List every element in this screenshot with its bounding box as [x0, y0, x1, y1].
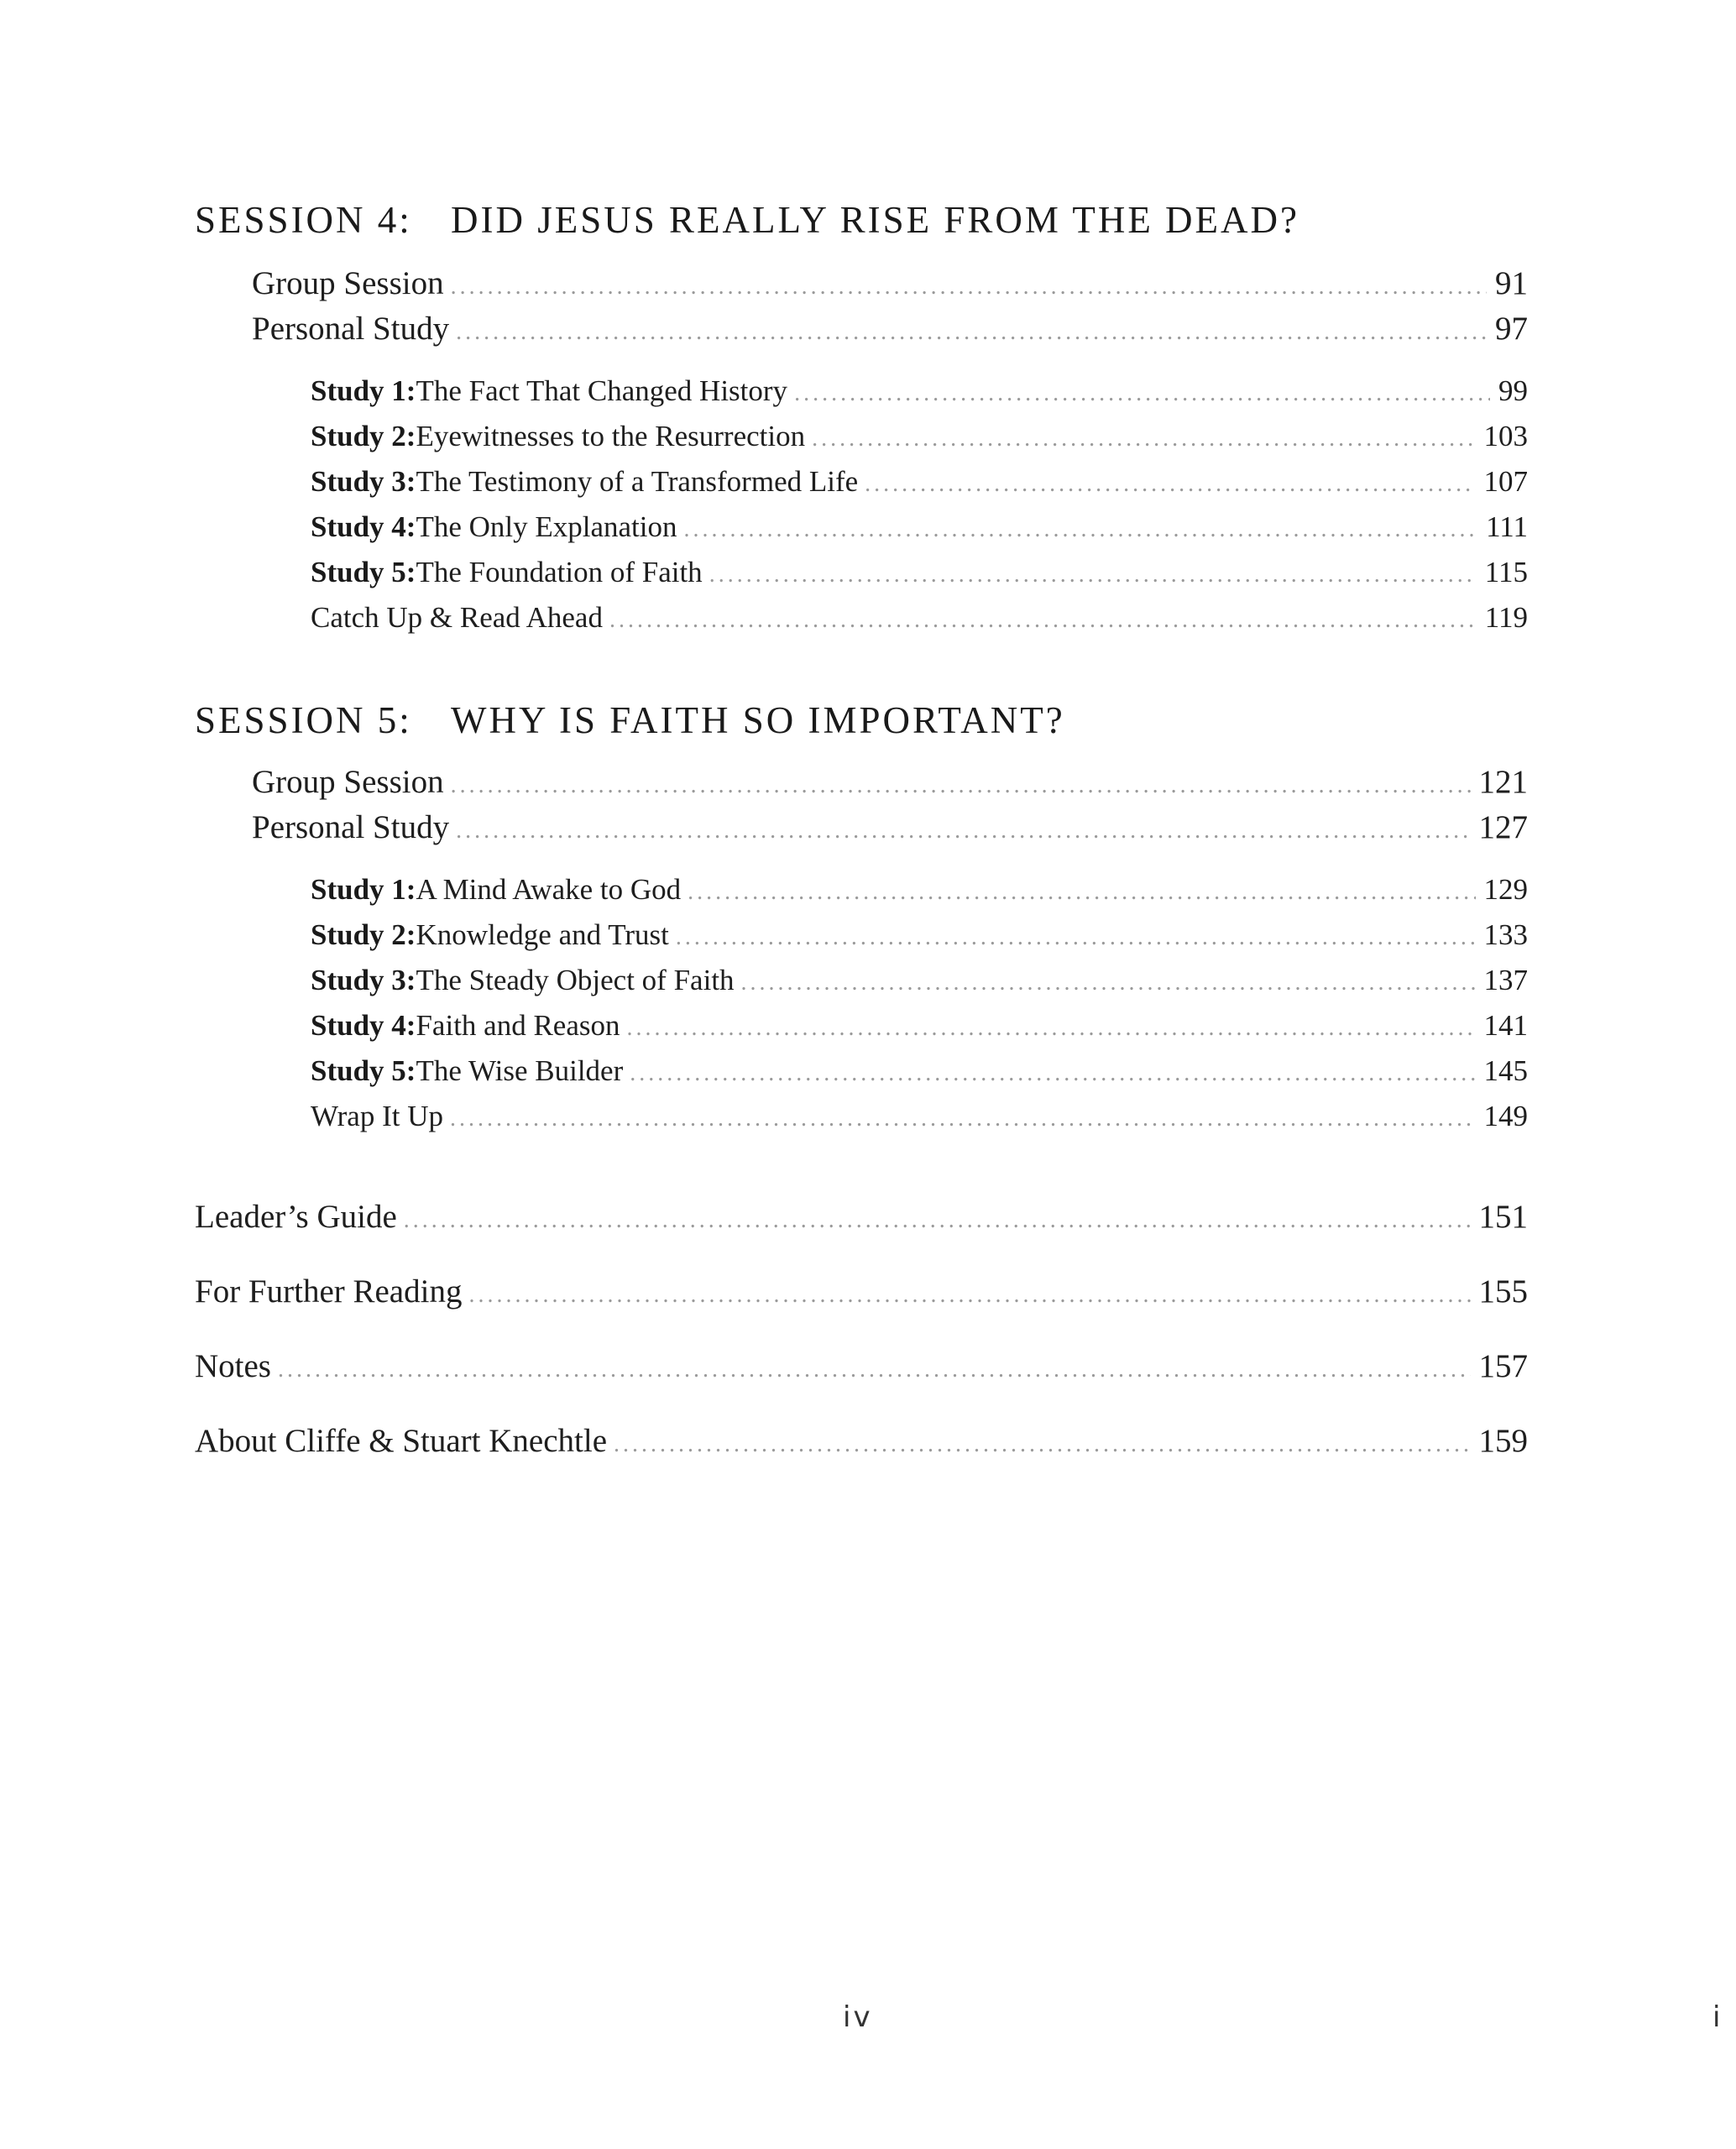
study-number: Study 5:: [311, 1054, 416, 1087]
toc-entry-study[interactable]: [311, 421, 1528, 451]
study-title: The Wise Builder: [416, 1054, 624, 1087]
toc-entry-study[interactable]: [311, 1011, 1528, 1040]
dot-leader: [676, 926, 1476, 949]
page-number: 149: [1483, 1100, 1528, 1132]
toc-entry-label: Leader’s Guide: [195, 1199, 397, 1235]
dot-leader: [688, 881, 1475, 904]
page-number: 141: [1483, 1009, 1528, 1042]
dot-leader: [741, 971, 1476, 995]
study-number: Study 5:: [311, 556, 416, 588]
toc-entry-personal-study[interactable]: [252, 312, 1528, 345]
study-number: Study 3:: [311, 964, 416, 996]
dot-leader: [456, 819, 1470, 843]
dot-leader: [614, 1433, 1470, 1456]
toc-entry-study[interactable]: [311, 376, 1528, 405]
page-number: 145: [1483, 1054, 1528, 1087]
dot-leader: [278, 1358, 1471, 1382]
study-title: The Foundation of Faith: [416, 556, 703, 588]
toc-entry-study[interactable]: [311, 467, 1528, 496]
session-number: SESSION 5:: [195, 699, 412, 741]
dot-leader: [451, 275, 1487, 299]
study-number: Study 4:: [311, 510, 416, 543]
toc-entry-about-authors[interactable]: [195, 1425, 1528, 1457]
toc-entry-label: Personal Study: [252, 311, 450, 347]
toc-entry-leaders-guide[interactable]: [195, 1200, 1528, 1233]
study-title: The Only Explanation: [416, 510, 677, 543]
study-title: A Mind Awake to God: [416, 873, 682, 906]
page-number: 99: [1498, 374, 1528, 407]
dot-leader: [404, 1209, 1471, 1232]
toc-entry-study[interactable]: [311, 512, 1528, 541]
page-number: 127: [1478, 809, 1528, 845]
dot-leader: [794, 382, 1490, 405]
study-number: Study 2:: [311, 420, 416, 452]
page-number: 103: [1483, 420, 1528, 452]
study-number: Study 1:: [311, 374, 416, 407]
page-number: 121: [1478, 764, 1528, 800]
page-number: 115: [1484, 556, 1528, 588]
toc-entry-further-reading[interactable]: [195, 1275, 1528, 1308]
dot-leader: [709, 563, 1477, 587]
page-folio: iv: [843, 2000, 873, 2034]
toc-entry-group-session[interactable]: [252, 267, 1528, 300]
toc-entry-personal-study[interactable]: [252, 811, 1528, 844]
toc-entry-label: Notes: [195, 1348, 271, 1384]
page-number: 159: [1478, 1423, 1528, 1459]
dot-leader: [450, 1107, 1476, 1131]
study-title: The Steady Object of Faith: [416, 964, 735, 996]
page-number: 91: [1495, 265, 1528, 301]
session-title: DID JESUS REALLY RISE FROM THE DEAD?: [451, 199, 1300, 241]
toc-entry-study[interactable]: [311, 1056, 1528, 1085]
page-number: 111: [1486, 510, 1528, 543]
session-4-heading: [195, 201, 1299, 239]
dot-leader: [609, 609, 1477, 632]
toc-entry-notes[interactable]: [195, 1350, 1528, 1383]
toc-entry-label: Catch Up & Read Ahead: [311, 601, 603, 634]
study-title: Faith and Reason: [416, 1009, 620, 1042]
session-number: SESSION 4:: [195, 199, 412, 241]
page-folio-edge: i: [1712, 2000, 1723, 2034]
toc-entry-catch-up[interactable]: [311, 603, 1528, 632]
session-title: WHY IS FAITH SO IMPORTANT?: [451, 699, 1065, 741]
page-number: 151: [1478, 1199, 1528, 1235]
page-number: 129: [1483, 873, 1528, 906]
dot-leader: [630, 1062, 1475, 1085]
dot-leader: [468, 1284, 1470, 1307]
toc-entry-label: Wrap It Up: [311, 1100, 443, 1132]
toc-entry-label: Personal Study: [252, 809, 450, 845]
study-title: Eyewitnesses to the Resurrection: [416, 420, 806, 452]
study-number: Study 3:: [311, 465, 416, 498]
toc-entry-study[interactable]: [311, 875, 1528, 904]
dot-leader: [451, 774, 1471, 797]
dot-leader: [627, 1017, 1476, 1040]
study-title: The Testimony of a Transformed Life: [416, 465, 859, 498]
study-number: Study 4:: [311, 1009, 416, 1042]
toc-entry-group-session[interactable]: [252, 766, 1528, 798]
dot-leader: [812, 427, 1475, 451]
page-number: 97: [1495, 311, 1528, 347]
dot-leader: [456, 321, 1487, 344]
page-number: 137: [1483, 964, 1528, 996]
study-title: The Fact That Changed History: [416, 374, 788, 407]
toc-entry-label: For Further Reading: [195, 1273, 463, 1310]
page-number: 155: [1478, 1273, 1528, 1310]
toc-entry-study[interactable]: [311, 965, 1528, 995]
page-number: 107: [1483, 465, 1528, 498]
study-number: Study 2:: [311, 918, 416, 951]
toc-entry-label: Group Session: [252, 764, 444, 800]
page-number: 119: [1484, 601, 1528, 634]
toc-entry-label: About Cliffe & Stuart Knechtle: [195, 1423, 608, 1459]
dot-leader: [865, 473, 1475, 496]
toc-entry-wrap-it-up[interactable]: [311, 1101, 1528, 1131]
page-number: 157: [1478, 1348, 1528, 1384]
toc-entry-study[interactable]: [311, 557, 1528, 587]
study-number: Study 1:: [311, 873, 416, 906]
study-title: Knowledge and Trust: [416, 918, 669, 951]
toc-entry-study[interactable]: [311, 920, 1528, 949]
page-number: 133: [1483, 918, 1528, 951]
session-5-heading: [195, 699, 1065, 741]
toc-entry-label: Group Session: [252, 265, 444, 301]
dot-leader: [684, 518, 1478, 541]
